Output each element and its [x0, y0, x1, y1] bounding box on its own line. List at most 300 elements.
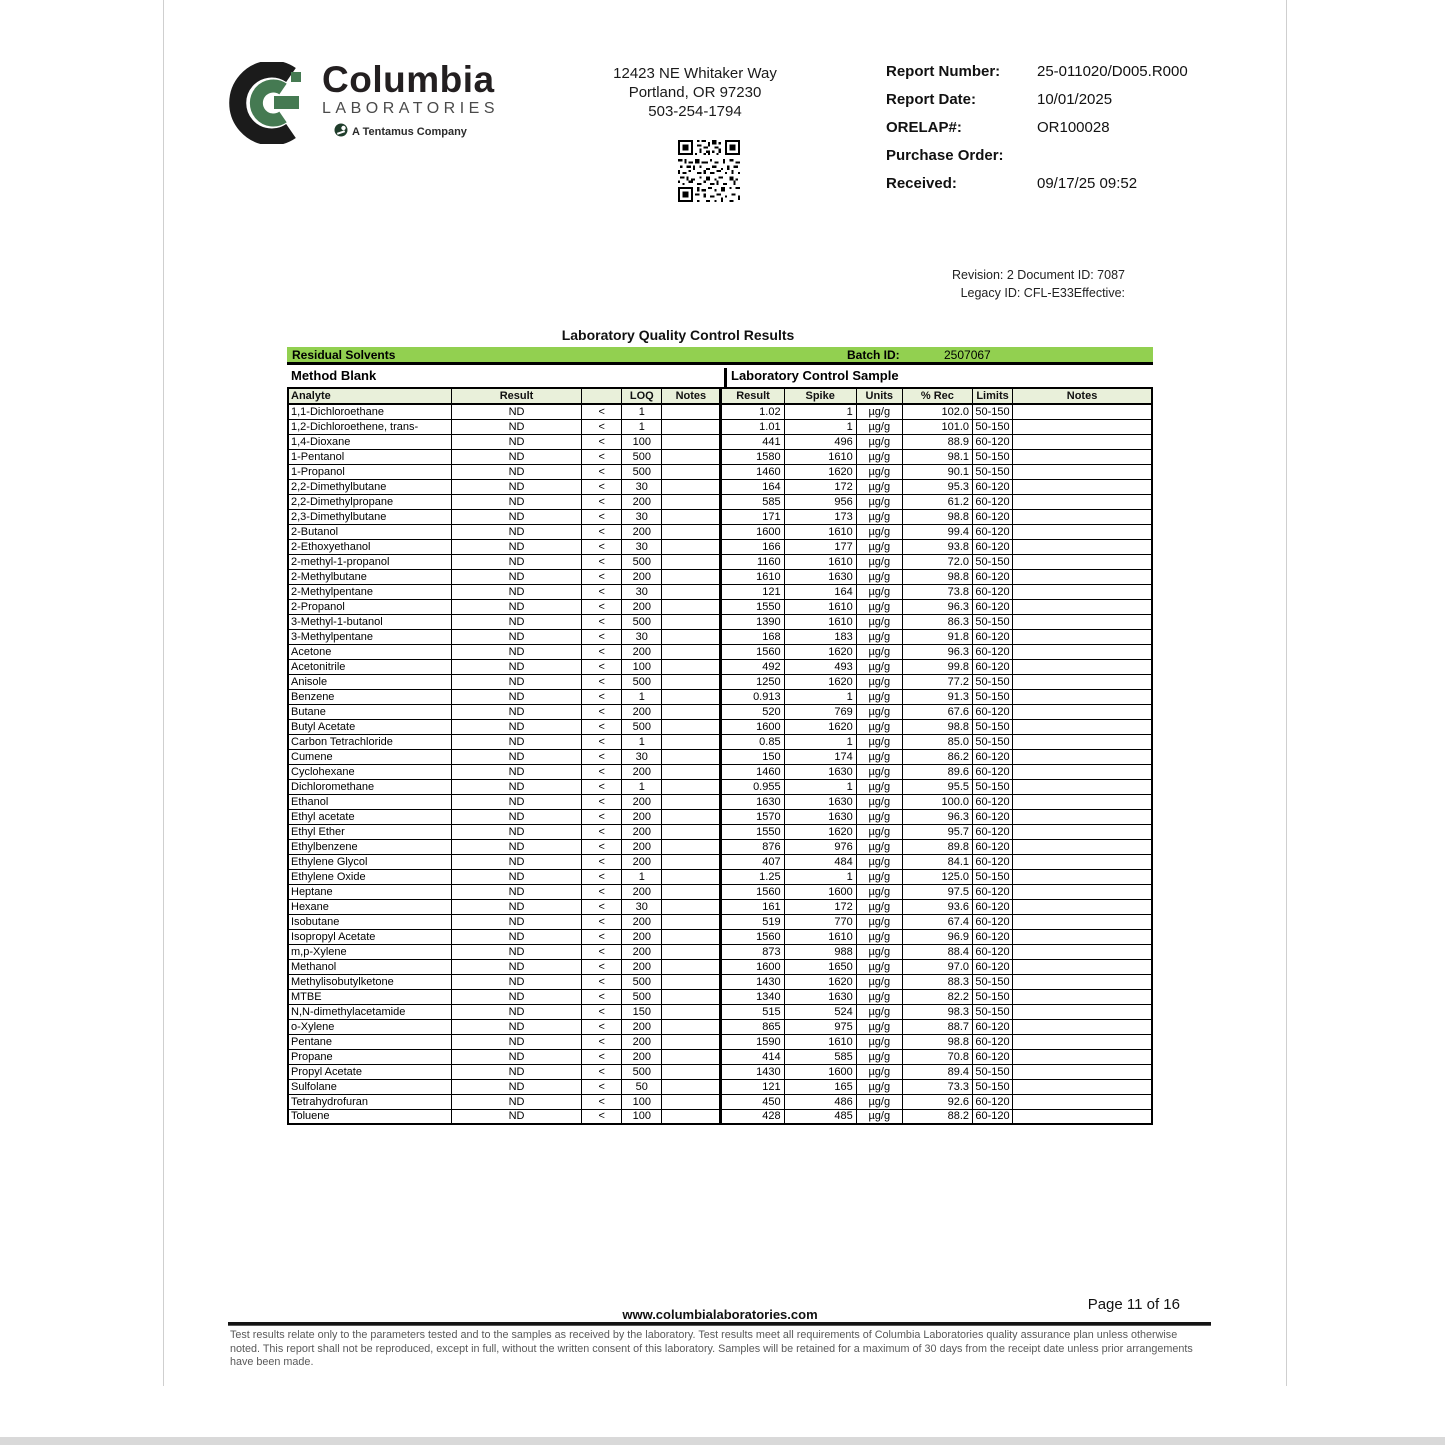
lcs-notes-cell	[1013, 1004, 1152, 1019]
spike-cell: 172	[784, 899, 856, 914]
footer-rule	[228, 1322, 1211, 1326]
mb-notes-cell	[662, 554, 721, 569]
analyte-cell: 2-Butanol	[288, 524, 451, 539]
spike-cell: 524	[784, 1004, 856, 1019]
table-row	[288, 869, 1152, 884]
lcs-result-cell: 150	[721, 749, 784, 764]
loq-cell: 1	[622, 779, 662, 794]
mb-notes-cell	[662, 434, 721, 449]
lcs-notes-cell	[1013, 554, 1152, 569]
loq-operator-cell: <	[582, 584, 622, 599]
mb-result-cell: ND	[451, 779, 581, 794]
lcs-notes-cell	[1013, 689, 1152, 704]
mb-notes-cell	[662, 989, 721, 1004]
limits-cell: 60-120	[973, 1019, 1013, 1034]
units-cell: µg/g	[856, 494, 902, 509]
lcs-result-cell: 450	[721, 1094, 784, 1109]
table-row	[288, 554, 1152, 569]
loq-cell: 200	[622, 764, 662, 779]
analyte-cell: m,p-Xylene	[288, 944, 451, 959]
table-row	[288, 749, 1152, 764]
pct-rec-cell: 97.5	[902, 884, 972, 899]
loq-cell: 200	[622, 839, 662, 854]
table-row	[288, 584, 1152, 599]
units-cell: µg/g	[856, 644, 902, 659]
mb-result-cell: ND	[451, 824, 581, 839]
lcs-notes-cell	[1013, 959, 1152, 974]
lcs-notes-cell	[1013, 599, 1152, 614]
lcs-result-cell: 1390	[721, 614, 784, 629]
spike-cell: 1610	[784, 524, 856, 539]
units-cell: µg/g	[856, 614, 902, 629]
mb-result-cell: ND	[451, 749, 581, 764]
analyte-cell: Acetonitrile	[288, 659, 451, 674]
lcs-result-cell: 0.85	[721, 734, 784, 749]
units-cell: µg/g	[856, 1049, 902, 1064]
spike-cell: 1	[784, 689, 856, 704]
loq-operator-cell: <	[582, 644, 622, 659]
units-cell: µg/g	[856, 674, 902, 689]
loq-operator-cell: <	[582, 659, 622, 674]
pct-rec-cell: 88.4	[902, 944, 972, 959]
revision-block	[700, 266, 1125, 302]
lcs-notes-cell	[1013, 404, 1152, 419]
limits-cell: 60-120	[973, 824, 1013, 839]
lcs-notes-cell	[1013, 734, 1152, 749]
qc-results-table	[287, 387, 1153, 1125]
mb-result-cell: ND	[451, 629, 581, 644]
limits-cell: 50-150	[973, 404, 1013, 419]
pct-rec-cell: 84.1	[902, 854, 972, 869]
loq-operator-cell: <	[582, 869, 622, 884]
table-row	[288, 1019, 1152, 1034]
limits-cell: 60-120	[973, 749, 1013, 764]
loq-operator-cell: <	[582, 839, 622, 854]
report-number-value: 25-011020/D005.R000	[1037, 63, 1188, 80]
lcs-notes-cell	[1013, 809, 1152, 824]
legacy-id-line: Legacy ID: CFL-E33Effective:	[960, 286, 1125, 300]
mb-notes-cell	[662, 824, 721, 839]
loq-operator-cell: <	[582, 1064, 622, 1079]
mb-notes-cell	[662, 419, 721, 434]
lcs-notes-cell	[1013, 434, 1152, 449]
analyte-cell: 1,1-Dichloroethane	[288, 404, 451, 419]
loq-cell: 100	[622, 434, 662, 449]
table-row	[288, 434, 1152, 449]
lcs-notes-cell	[1013, 659, 1152, 674]
units-cell: µg/g	[856, 404, 902, 419]
mb-result-cell: ND	[451, 719, 581, 734]
report-info-block	[886, 63, 1246, 203]
table-row	[288, 464, 1152, 479]
units-cell: µg/g	[856, 734, 902, 749]
lcs-notes-cell	[1013, 1049, 1152, 1064]
limits-cell: 50-150	[973, 464, 1013, 479]
limits-cell: 60-120	[973, 914, 1013, 929]
analyte-cell: 1-Pentanol	[288, 449, 451, 464]
page-number: Page 11 of 16	[1087, 1296, 1180, 1313]
spike-cell: 1620	[784, 719, 856, 734]
loq-cell: 200	[622, 1034, 662, 1049]
spike-cell: 1610	[784, 929, 856, 944]
loq-operator-cell: <	[582, 794, 622, 809]
lcs-notes-cell	[1013, 539, 1152, 554]
loq-operator-cell: <	[582, 899, 622, 914]
spike-cell: 496	[784, 434, 856, 449]
mb-notes-cell	[662, 1109, 721, 1124]
address-phone: 503-254-1794	[648, 103, 742, 120]
lcs-notes-cell	[1013, 884, 1152, 899]
analyte-cell: Isobutane	[288, 914, 451, 929]
mb-result-cell: ND	[451, 689, 581, 704]
loq-operator-cell: <	[582, 704, 622, 719]
lcs-result-cell: 441	[721, 434, 784, 449]
limits-cell: 60-120	[973, 794, 1013, 809]
spike-cell: 484	[784, 854, 856, 869]
analyte-cell: Heptane	[288, 884, 451, 899]
analyte-cell: o-Xylene	[288, 1019, 451, 1034]
loq-cell: 200	[622, 944, 662, 959]
lcs-result-cell: 1560	[721, 884, 784, 899]
spike-cell: 183	[784, 629, 856, 644]
loq-cell: 1	[622, 689, 662, 704]
lcs-result-cell: 873	[721, 944, 784, 959]
lcs-result-cell: 1.25	[721, 869, 784, 884]
limits-cell: 60-120	[973, 854, 1013, 869]
lcs-result-cell: 1600	[721, 959, 784, 974]
loq-cell: 1	[622, 734, 662, 749]
table-row	[288, 1079, 1152, 1094]
limits-cell: 50-150	[973, 719, 1013, 734]
mb-notes-cell	[662, 1049, 721, 1064]
lcs-result-cell: 515	[721, 1004, 784, 1019]
pct-rec-column-header: % Rec	[902, 388, 972, 404]
lcs-notes-cell	[1013, 854, 1152, 869]
mb-notes-cell	[662, 854, 721, 869]
method-blank-label: Method Blank	[291, 368, 377, 383]
loq-cell: 50	[622, 1079, 662, 1094]
analyte-cell: Isopropyl Acetate	[288, 929, 451, 944]
mb-notes-cell	[662, 704, 721, 719]
lcs-result-cell: 585	[721, 494, 784, 509]
mb-result-cell: ND	[451, 869, 581, 884]
table-row	[288, 419, 1152, 434]
lcs-result-cell: 1550	[721, 824, 784, 839]
loq-cell: 200	[622, 959, 662, 974]
mb-result-cell: ND	[451, 659, 581, 674]
table-row	[288, 629, 1152, 644]
pct-rec-cell: 67.4	[902, 914, 972, 929]
loq-operator-cell: <	[582, 929, 622, 944]
units-cell: µg/g	[856, 704, 902, 719]
mb-result-cell: ND	[451, 959, 581, 974]
loq-cell: 200	[622, 704, 662, 719]
mb-notes-cell	[662, 644, 721, 659]
analyte-cell: 2-Methylbutane	[288, 569, 451, 584]
lcs-result-cell: 1430	[721, 974, 784, 989]
pct-rec-cell: 72.0	[902, 554, 972, 569]
loq-cell: 1	[622, 404, 662, 419]
lcs-notes-cell	[1013, 899, 1152, 914]
units-cell: µg/g	[856, 1019, 902, 1034]
lcs-result-cell: 1590	[721, 1034, 784, 1049]
mb-notes-cell	[662, 1079, 721, 1094]
analyte-cell: Benzene	[288, 689, 451, 704]
units-cell: µg/g	[856, 689, 902, 704]
analyte-cell: N,N-dimethylacetamide	[288, 1004, 451, 1019]
table-row	[288, 509, 1152, 524]
spike-cell: 585	[784, 1049, 856, 1064]
loq-operator-cell: <	[582, 569, 622, 584]
table-row	[288, 824, 1152, 839]
mb-result-cell: ND	[451, 584, 581, 599]
limits-cell: 60-120	[973, 929, 1013, 944]
limits-cell: 50-150	[973, 554, 1013, 569]
loq-operator-cell: <	[582, 524, 622, 539]
loq-cell: 1	[622, 869, 662, 884]
mb-result-cell: ND	[451, 419, 581, 434]
spike-cell: 1600	[784, 884, 856, 899]
analyte-cell: Methylisobutylketone	[288, 974, 451, 989]
spike-cell: 1	[784, 779, 856, 794]
report-date-value: 10/01/2025	[1037, 91, 1113, 108]
loq-operator-cell: <	[582, 1094, 622, 1109]
received-label: Received:	[886, 175, 957, 192]
loq-operator-cell: <	[582, 1034, 622, 1049]
lcs-notes-cell	[1013, 764, 1152, 779]
units-cell: µg/g	[856, 959, 902, 974]
spike-cell: 1610	[784, 1034, 856, 1049]
spike-cell: 1610	[784, 449, 856, 464]
mb-result-cell: ND	[451, 524, 581, 539]
spike-cell: 1610	[784, 554, 856, 569]
mb-result-cell: ND	[451, 599, 581, 614]
mb-notes-cell	[662, 779, 721, 794]
lcs-notes-cell	[1013, 629, 1152, 644]
loq-cell: 200	[622, 824, 662, 839]
mb-result-cell: ND	[451, 974, 581, 989]
footer-disclaimer: Test results relate only to the parameters tested and to the samples as received by the laboratory. Test results meet all requirements of Columbia Laboratories quality assurance plan unless otherwise noted. This report shall not be reproduced, except in full, without the written consent of this laboratory. Samples will be retained for a maximum of 30 days from the receipt date unless prior arrangements have been made.	[230, 1329, 1193, 1368]
spike-cell: 770	[784, 914, 856, 929]
limits-cell: 60-120	[973, 764, 1013, 779]
spike-cell: 1630	[784, 809, 856, 824]
units-cell: µg/g	[856, 659, 902, 674]
lcs-result-cell: 865	[721, 1019, 784, 1034]
analyte-cell: Butane	[288, 704, 451, 719]
qc-results-title: Laboratory Quality Control Results	[561, 327, 795, 343]
lcs-notes-cell	[1013, 509, 1152, 524]
mb-result-cell: ND	[451, 884, 581, 899]
loq-operator-cell: <	[582, 779, 622, 794]
loq-operator-cell: <	[582, 674, 622, 689]
table-header-row	[288, 388, 1152, 404]
table-row	[288, 1034, 1152, 1049]
analyte-cell: Cyclohexane	[288, 764, 451, 779]
loq-cell: 200	[622, 1049, 662, 1064]
address-line: 12423 NE Whitaker Way	[613, 65, 777, 82]
section-divider	[724, 368, 727, 387]
analyte-cell: Pentane	[288, 1034, 451, 1049]
report-number-label: Report Number:	[886, 63, 1001, 80]
loq-operator-cell: <	[582, 884, 622, 899]
units-cell: µg/g	[856, 854, 902, 869]
table-row	[288, 1109, 1152, 1124]
lcs-notes-cell	[1013, 704, 1152, 719]
analyte-cell: 2-Methylpentane	[288, 584, 451, 599]
loq-cell: 200	[622, 809, 662, 824]
spike-cell: 164	[784, 584, 856, 599]
table-row	[288, 899, 1152, 914]
analyte-cell: Ethylene Oxide	[288, 869, 451, 884]
table-row	[288, 929, 1152, 944]
units-cell: µg/g	[856, 884, 902, 899]
analyte-cell: Ethanol	[288, 794, 451, 809]
analyte-cell: MTBE	[288, 989, 451, 1004]
mb-notes-cell	[662, 614, 721, 629]
lab-control-sample-label: Laboratory Control Sample	[731, 368, 899, 383]
units-column-header: Units	[856, 388, 902, 404]
table-row	[288, 449, 1152, 464]
analyte-cell: 2-methyl-1-propanol	[288, 554, 451, 569]
mb-result-cell: ND	[451, 1094, 581, 1109]
lcs-notes-cell	[1013, 644, 1152, 659]
pct-rec-cell: 99.4	[902, 524, 972, 539]
limits-cell: 60-120	[973, 509, 1013, 524]
mb-result-cell: ND	[451, 494, 581, 509]
table-row	[288, 794, 1152, 809]
lcs-notes-cell	[1013, 464, 1152, 479]
pct-rec-cell: 102.0	[902, 404, 972, 419]
mb-notes-cell	[662, 1019, 721, 1034]
lcs-notes-cell	[1013, 824, 1152, 839]
units-cell: µg/g	[856, 974, 902, 989]
table-row	[288, 1094, 1152, 1109]
limits-cell: 60-120	[973, 494, 1013, 509]
spike-cell: 1620	[784, 644, 856, 659]
loq-operator-cell: <	[582, 494, 622, 509]
mb-notes-cell	[662, 674, 721, 689]
lcs-result-cell: 168	[721, 629, 784, 644]
pct-rec-cell: 92.6	[902, 1094, 972, 1109]
limits-cell: 50-150	[973, 974, 1013, 989]
pct-rec-cell: 88.7	[902, 1019, 972, 1034]
loq-cell: 100	[622, 1094, 662, 1109]
loq-operator-cell: <	[582, 749, 622, 764]
lcs-notes-cell	[1013, 494, 1152, 509]
purchase-order-row	[886, 147, 1246, 175]
limits-cell: 60-120	[973, 1109, 1013, 1124]
spike-cell: 1	[784, 404, 856, 419]
spike-cell: 493	[784, 659, 856, 674]
table-row	[288, 764, 1152, 779]
tentamus-icon	[334, 123, 348, 140]
table-row	[288, 989, 1152, 1004]
logo-name: Columbia	[322, 59, 495, 100]
lcs-notes-cell	[1013, 479, 1152, 494]
mb-result-cell: ND	[451, 1049, 581, 1064]
lcs-result-cell: 1460	[721, 764, 784, 779]
lcs-notes-cell	[1013, 569, 1152, 584]
table-row	[288, 809, 1152, 824]
table-row	[288, 569, 1152, 584]
pct-rec-cell: 85.0	[902, 734, 972, 749]
page-edge-right	[1286, 0, 1287, 1386]
mb-notes-cell	[662, 809, 721, 824]
loq-operator-cell: <	[582, 824, 622, 839]
pct-rec-cell: 98.8	[902, 719, 972, 734]
limits-cell: 60-120	[973, 1049, 1013, 1064]
spike-cell: 1	[784, 869, 856, 884]
pct-rec-cell: 86.2	[902, 749, 972, 764]
table-row	[288, 959, 1152, 974]
lcs-result-cell: 1250	[721, 674, 784, 689]
spike-cell: 1650	[784, 959, 856, 974]
lcs-notes-cell	[1013, 614, 1152, 629]
mb-result-cell: ND	[451, 554, 581, 569]
spike-cell: 769	[784, 704, 856, 719]
analyte-cell: 2,3-Dimethylbutane	[288, 509, 451, 524]
limits-cell: 60-120	[973, 569, 1013, 584]
units-cell: µg/g	[856, 464, 902, 479]
lab-address	[560, 64, 830, 121]
loq-operator-cell: <	[582, 944, 622, 959]
mb-notes-cell	[662, 1064, 721, 1079]
lcs-result-cell: 428	[721, 1109, 784, 1124]
lcs-notes-cell	[1013, 524, 1152, 539]
table-row	[288, 1064, 1152, 1079]
analyte-cell: 1-Propanol	[288, 464, 451, 479]
lcs-result-cell: 1430	[721, 1064, 784, 1079]
loq-operator-cell: <	[582, 974, 622, 989]
mb-result-cell: ND	[451, 1019, 581, 1034]
limits-cell: 60-120	[973, 539, 1013, 554]
spike-cell: 1	[784, 734, 856, 749]
pct-rec-cell: 77.2	[902, 674, 972, 689]
loq-cell: 500	[622, 464, 662, 479]
spike-cell: 1620	[784, 464, 856, 479]
limits-cell: 50-150	[973, 1079, 1013, 1094]
lcs-result-cell: 161	[721, 899, 784, 914]
spike-cell: 1630	[784, 569, 856, 584]
units-cell: µg/g	[856, 524, 902, 539]
report-number-row	[886, 63, 1246, 91]
units-cell: µg/g	[856, 539, 902, 554]
table-row	[288, 479, 1152, 494]
units-cell: µg/g	[856, 914, 902, 929]
mb-notes-cell	[662, 899, 721, 914]
mb-result-cell: ND	[451, 674, 581, 689]
lcs-notes-cell	[1013, 584, 1152, 599]
loq-column-header: LOQ	[622, 388, 662, 404]
units-cell: µg/g	[856, 839, 902, 854]
limits-cell: 60-120	[973, 944, 1013, 959]
mb-notes-cell	[662, 449, 721, 464]
spike-cell: 1610	[784, 599, 856, 614]
lcs-result-cell: 0.913	[721, 689, 784, 704]
lcs-result-cell: 1460	[721, 464, 784, 479]
lcs-notes-cell	[1013, 1109, 1152, 1124]
analyte-cell: Anisole	[288, 674, 451, 689]
pct-rec-cell: 86.3	[902, 614, 972, 629]
spike-cell: 174	[784, 749, 856, 764]
pct-rec-cell: 98.8	[902, 569, 972, 584]
loq-cell: 150	[622, 1004, 662, 1019]
mb-notes-cell	[662, 584, 721, 599]
loq-operator-cell: <	[582, 599, 622, 614]
loq-cell: 200	[622, 644, 662, 659]
limits-cell: 50-150	[973, 989, 1013, 1004]
loq-cell: 30	[622, 899, 662, 914]
